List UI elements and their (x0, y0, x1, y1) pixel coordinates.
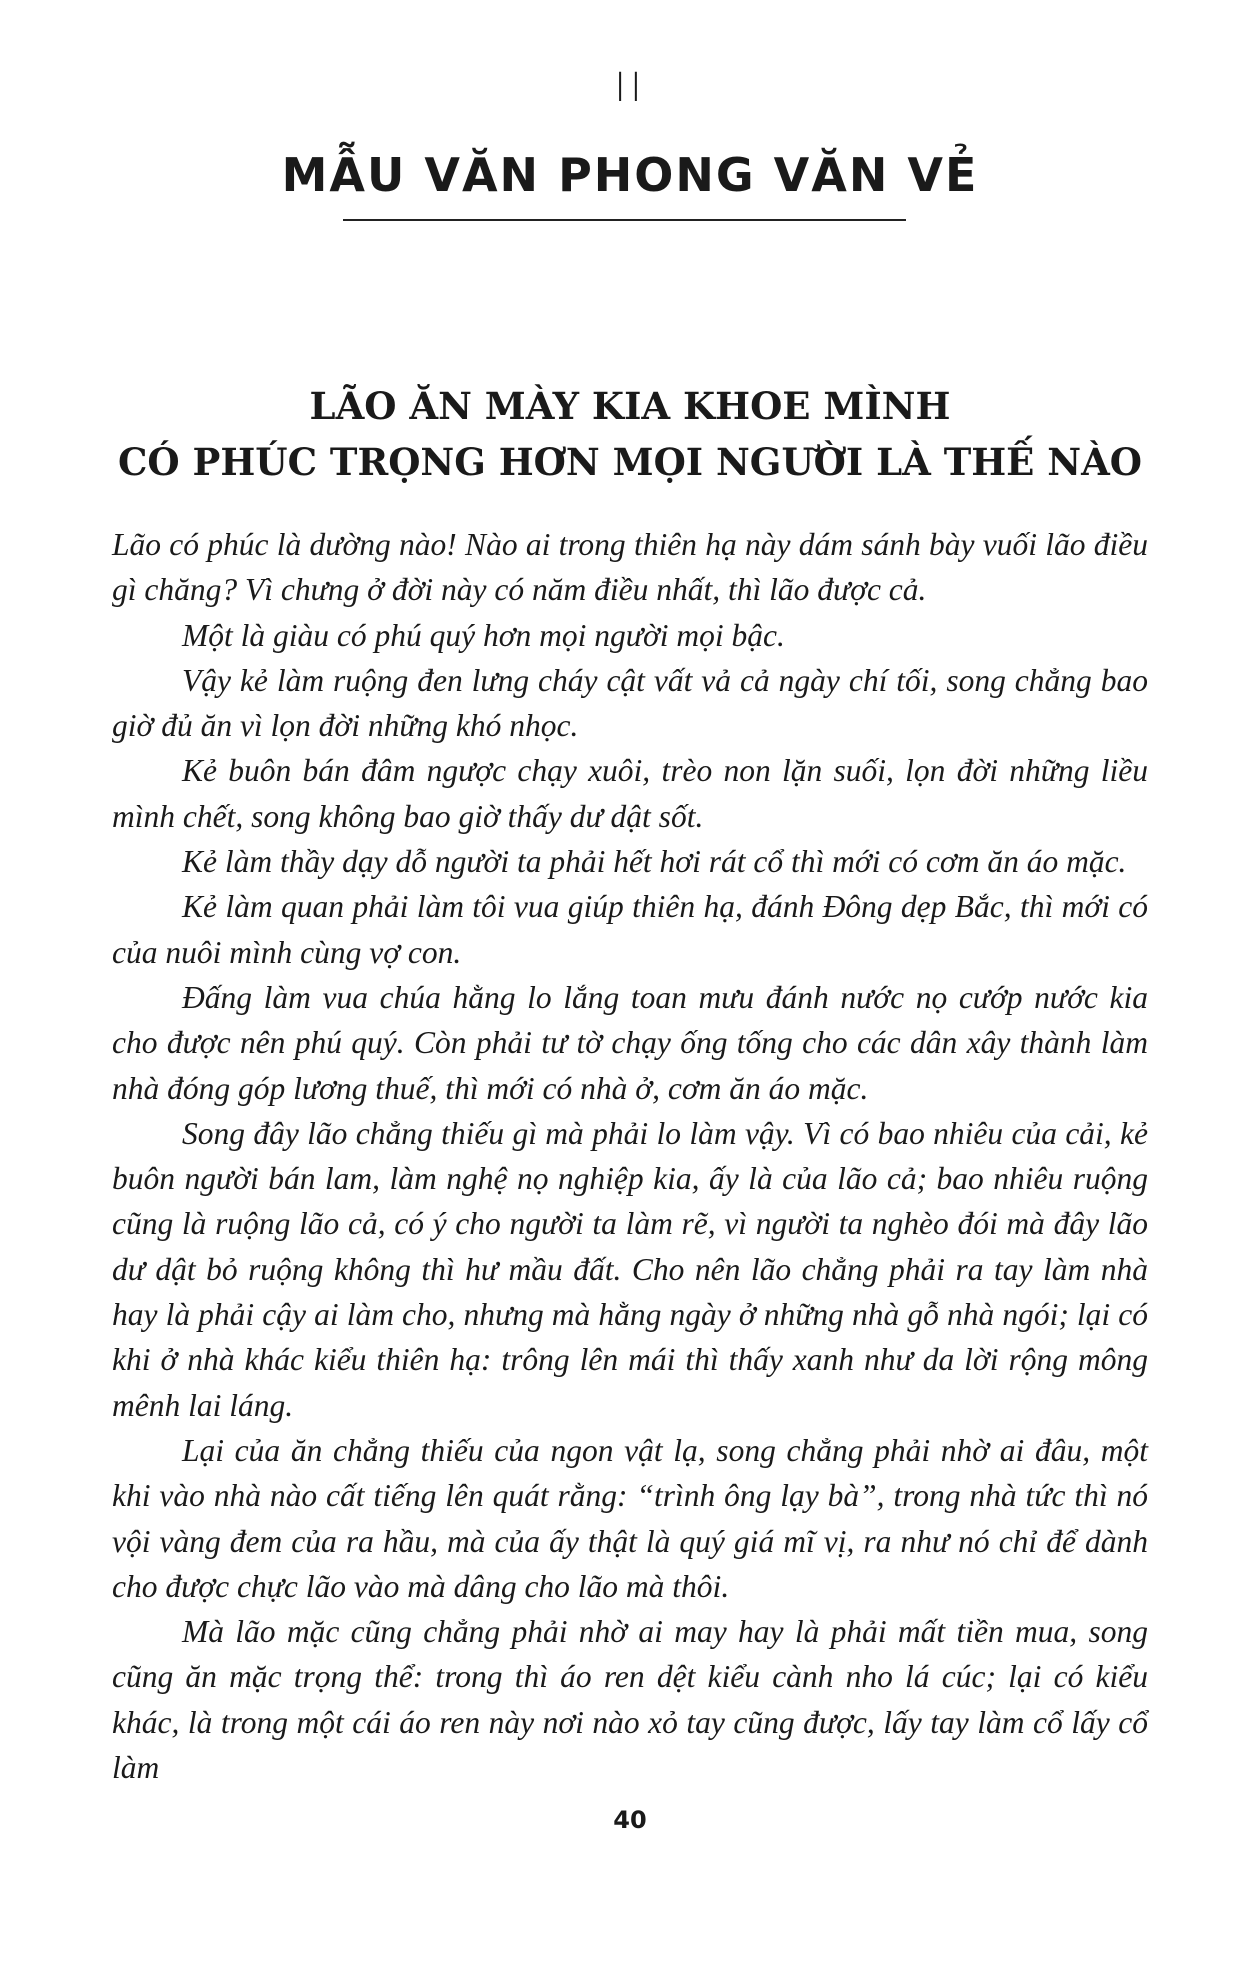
paragraph: Đấng làm vua chúa hằng lo lắng toan mưu đánh nước nọ cướp nước kia cho được nên phú quý. Còn phải tư tờ chạy ống tống cho các dân xây thành làm nhà đóng góp lương thuế, thì mới có nhà ở, cơm ăn áo mặc. (112, 979, 1148, 1106)
part-title: MẪU VĂN PHONG VĂN VẺ (281, 148, 979, 202)
paragraph: Lại của ăn chẳng thiếu của ngon vật lạ, song chẳng phải nhờ ai đâu, một khi vào nhà nào cất tiếng lên quát rằng: “trình ông lạy bà”, trong nhà tức thì nó vội vàng đem của ra hầu, mà của ấy thật là quý giá mĩ vị, ra như nó chỉ để dành cho được chực lão vào mà dâng cho lão mà thôi. (112, 1432, 1148, 1604)
essay-title-line-1: LÃO ĂN MÀY KIA KHOE MÌNH (309, 384, 951, 428)
paragraph: Một là giàu có phú quý hơn mọi người mọi bậc. (182, 617, 785, 653)
paragraph: Kẻ làm thầy dạy dỗ người ta phải hết hơi rát cổ thì mới có cơm ăn áo mặc. (182, 844, 1127, 880)
paragraph: Kẻ làm quan phải làm tôi vua giúp thiên hạ, đánh Đông dẹp Bắc, thì mới có của nuôi mình cùng vợ con. (112, 889, 1148, 970)
part-numeral: II (614, 65, 646, 111)
title-divider (343, 219, 906, 221)
essay-title-line-2: CÓ PHÚC TRỌNG HƠN MỌI NGƯỜI LÀ THẾ NÀO (117, 440, 1143, 484)
paragraph: Lão có phúc là dường nào! Nào ai trong thiên hạ này dám sánh bày vuối lão điều gì chăng? Vì chưng ở đời này có năm điều nhất, thì lão được cả. (112, 527, 1148, 608)
paragraph: Mà lão mặc cũng chẳng phải nhờ ai may hay là phải mất tiền mua, song cũng ăn mặc trọng thể: trong thì áo ren dệt kiểu cành nho lá cúc; lại có kiểu khác, là trong một cái áo ren này nơi nào xỏ tay cũng được, lấy tay làm cổ lấy cổ làm (112, 1614, 1148, 1786)
paragraph: Song đây lão chẳng thiếu gì mà phải lo làm vậy. Vì có bao nhiêu của cải, kẻ buôn người bán lam, làm nghệ nọ nghiệp kia, ấy là của lão cả; bao nhiêu ruộng cũng là ruộng lão cả, có ý cho người ta làm rẽ, vì người ta nghèo đói mà đây lão dư dật bỏ ruộng không thì hư mầu đất. Cho nên lão chẳng phải ra tay làm nhà hay là phải cậy ai làm cho, nhưng mà hằng ngày ở những nhà gỗ nhà ngói; lại có khi ở nhà khác kiểu thiên hạ: trông lên mái thì thấy xanh như da lời rộng mông mênh lai láng. (112, 1115, 1148, 1423)
essay-title (0, 378, 1260, 490)
essay-body (112, 522, 1148, 1786)
paragraph: Kẻ buôn bán đâm ngược chạy xuôi, trèo non lặn suối, lọn đời những liều mình chết, song không bao giờ thấy dư dật sốt. (112, 753, 1148, 834)
paragraph: Vậy kẻ làm ruộng đen lưng cháy cật vất vả cả ngày chí tối, song chẳng bao giờ đủ ăn vì lọn đời những khó nhọc. (112, 662, 1148, 744)
page-number: 40 (613, 1806, 647, 1834)
